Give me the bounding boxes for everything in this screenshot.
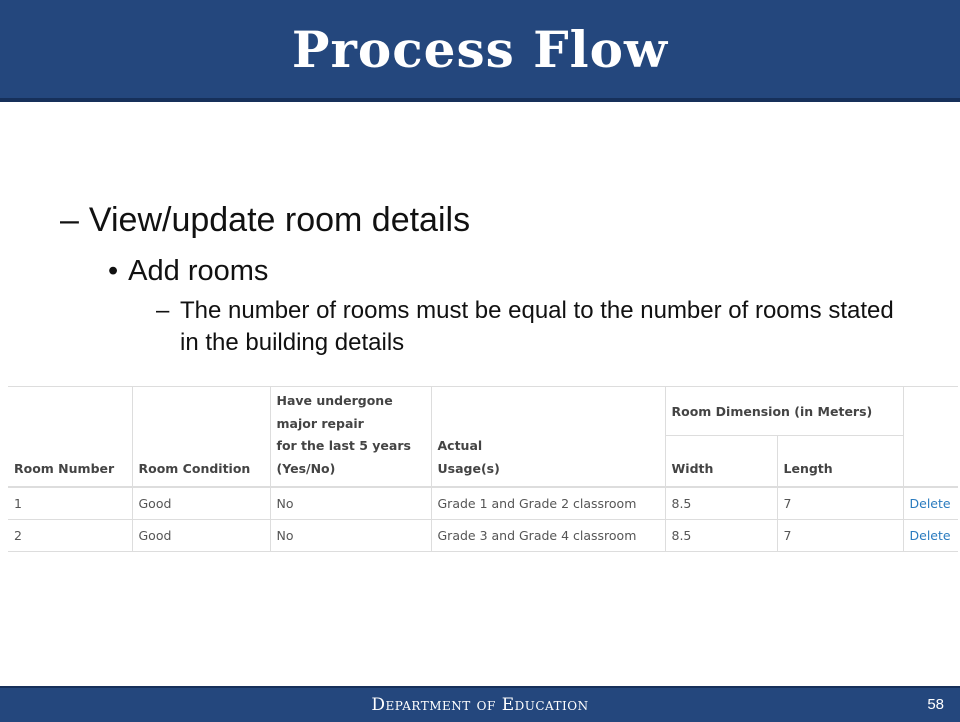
header-actions — [903, 387, 958, 488]
cell-room-number: 2 — [8, 520, 132, 552]
delete-link[interactable]: Delete — [909, 496, 951, 511]
slide-title: Process Flow — [291, 20, 669, 79]
bullet-level3 — [156, 295, 916, 359]
header-width: Width — [665, 436, 777, 488]
title-bar — [0, 0, 960, 102]
bullet-level1-text: View/update room details — [88, 201, 471, 239]
cell-room-condition: Good — [132, 520, 270, 552]
cell-actual-usage: Grade 3 and Grade 4 classroom — [431, 520, 665, 552]
header-room-number: Room Number — [8, 387, 132, 488]
cell-major-repair: No — [270, 520, 431, 552]
rooms-table — [8, 386, 958, 552]
table-row — [8, 487, 958, 520]
dash-marker: – — [60, 201, 79, 239]
cell-actual-usage: Grade 1 and Grade 2 classroom — [431, 487, 665, 520]
bullet-marker: • — [108, 255, 119, 287]
table-header-row — [8, 387, 958, 436]
table-row — [8, 520, 958, 552]
cell-action — [903, 520, 958, 552]
cell-width: 8.5 — [665, 487, 777, 520]
dash-marker: – — [156, 297, 170, 324]
header-room-dimension: Room Dimension (in Meters) — [665, 387, 903, 436]
department-name: Department of Education — [371, 695, 589, 715]
cell-action — [903, 487, 958, 520]
bullet-level1 — [60, 198, 940, 242]
footer-bar — [0, 686, 960, 722]
cell-length: 7 — [777, 487, 903, 520]
delete-link[interactable]: Delete — [909, 528, 951, 543]
bullet-level2 — [108, 252, 928, 290]
cell-major-repair: No — [270, 487, 431, 520]
cell-room-condition: Good — [132, 487, 270, 520]
cell-width: 8.5 — [665, 520, 777, 552]
bullet-level2-text: Add rooms — [128, 255, 269, 287]
bullet-level3-text: The number of rooms must be equal to the number of rooms stated in the building details — [180, 297, 894, 356]
header-major-repair: Have undergone major repair for the last 5 years (Yes/No) — [270, 387, 431, 488]
header-room-condition: Room Condition — [132, 387, 270, 488]
header-length: Length — [777, 436, 903, 488]
header-actual-usage: Actual Usage(s) — [431, 387, 665, 488]
page-number: 58 — [927, 696, 944, 713]
cell-length: 7 — [777, 520, 903, 552]
cell-room-number: 1 — [8, 487, 132, 520]
